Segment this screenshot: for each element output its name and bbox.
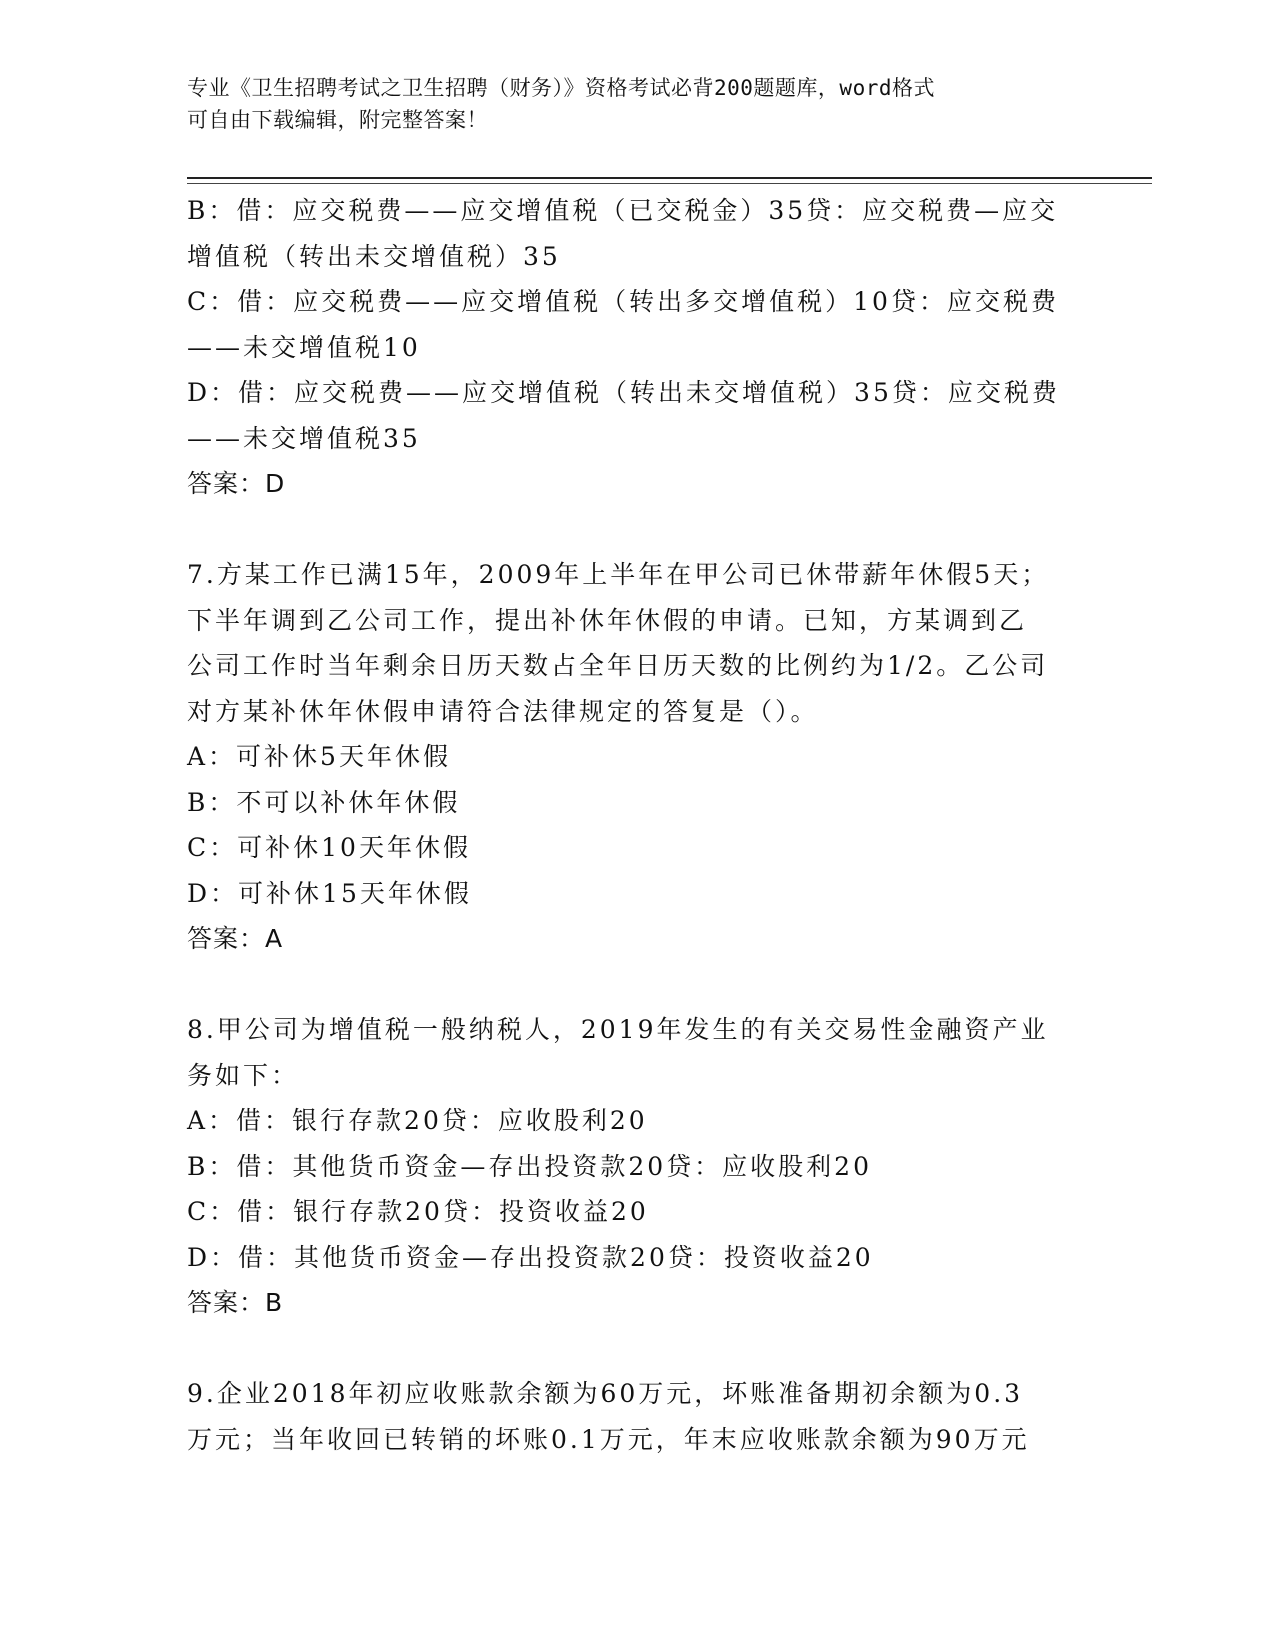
header-line-2: 可自由下载编辑，附完整答案！ [187, 108, 488, 132]
option-d-cont: ——未交增值税35 [187, 423, 421, 453]
option-a: A：可补休5天年休假 [187, 742, 451, 771]
answer: 答案：D [187, 469, 286, 498]
question-stem-cont: 对方某补休年休假申请符合法律规定的答复是（）。 [187, 696, 819, 726]
option-c: C：借：银行存款20贷：投资收益20 [187, 1197, 649, 1226]
question-8 [187, 1007, 1087, 1326]
option-c: C：借：应交税费——应交增值税（转出多交增值税）10贷：应交税费 [187, 287, 1059, 316]
question-6 [187, 188, 1087, 507]
option-b-cont: 增值税（转出未交增值税）35 [187, 241, 561, 271]
header-divider-thick [187, 177, 1152, 179]
answer: 答案：A [187, 924, 284, 953]
header-line-1: 专业《卫生招聘考试之卫生招聘（财务）》资格考试必背200题题库，word格式 [187, 76, 935, 100]
question-stem-cont: 务如下： [187, 1060, 300, 1090]
question-stem-cont: 公司工作时当年剩余日历天数占全年日历天数的比例约为1/2。乙公司 [187, 651, 1049, 680]
option-d: D：借：应交税费——应交增值税（转出未交增值税）35贷：应交税费 [187, 378, 1060, 407]
header-divider-thin [187, 183, 1152, 184]
question-7 [187, 552, 1087, 962]
option-c: C：可补休10天年休假 [187, 833, 471, 862]
question-stem-cont: 下半年调到乙公司工作，提出补休年休假的申请。已知，方某调到乙 [187, 605, 1028, 635]
answer: 答案：B [187, 1288, 284, 1317]
option-d: D：可补休15天年休假 [187, 878, 472, 908]
option-a: A：借：银行存款20贷：应收股利20 [187, 1106, 648, 1135]
option-b: B：借：其他货币资金—存出投资款20贷：应收股利20 [187, 1151, 872, 1181]
option-b: B：不可以补休年休假 [187, 787, 461, 817]
question-stem-cont: 万元；当年收回已转销的坏账0.1万元，年末应收账款余额为90万元 [187, 1424, 1030, 1454]
option-b: B：借：应交税费——应交增值税（已交税金）35贷：应交税费—应交 [187, 196, 1059, 225]
question-stem: 7.方某工作已满15年，2009年上半年在甲公司已休带薪年休假5天； [187, 560, 1050, 589]
spacer [187, 507, 1087, 553]
question-stem: 8.甲公司为增值税一般纳税人，2019年发生的有关交易性金融资产业 [187, 1015, 1049, 1044]
document-header [187, 72, 1067, 136]
option-c-cont: ——未交增值税10 [187, 332, 421, 362]
spacer [187, 1326, 1087, 1372]
option-d: D：借：其他货币资金—存出投资款20贷：投资收益20 [187, 1242, 874, 1272]
spacer [187, 962, 1087, 1008]
question-9 [187, 1371, 1087, 1462]
question-stem: 9.企业2018年初应收账款余额为60万元，坏账准备期初余额为0.3 [187, 1379, 1024, 1408]
document-body [187, 188, 1087, 1462]
